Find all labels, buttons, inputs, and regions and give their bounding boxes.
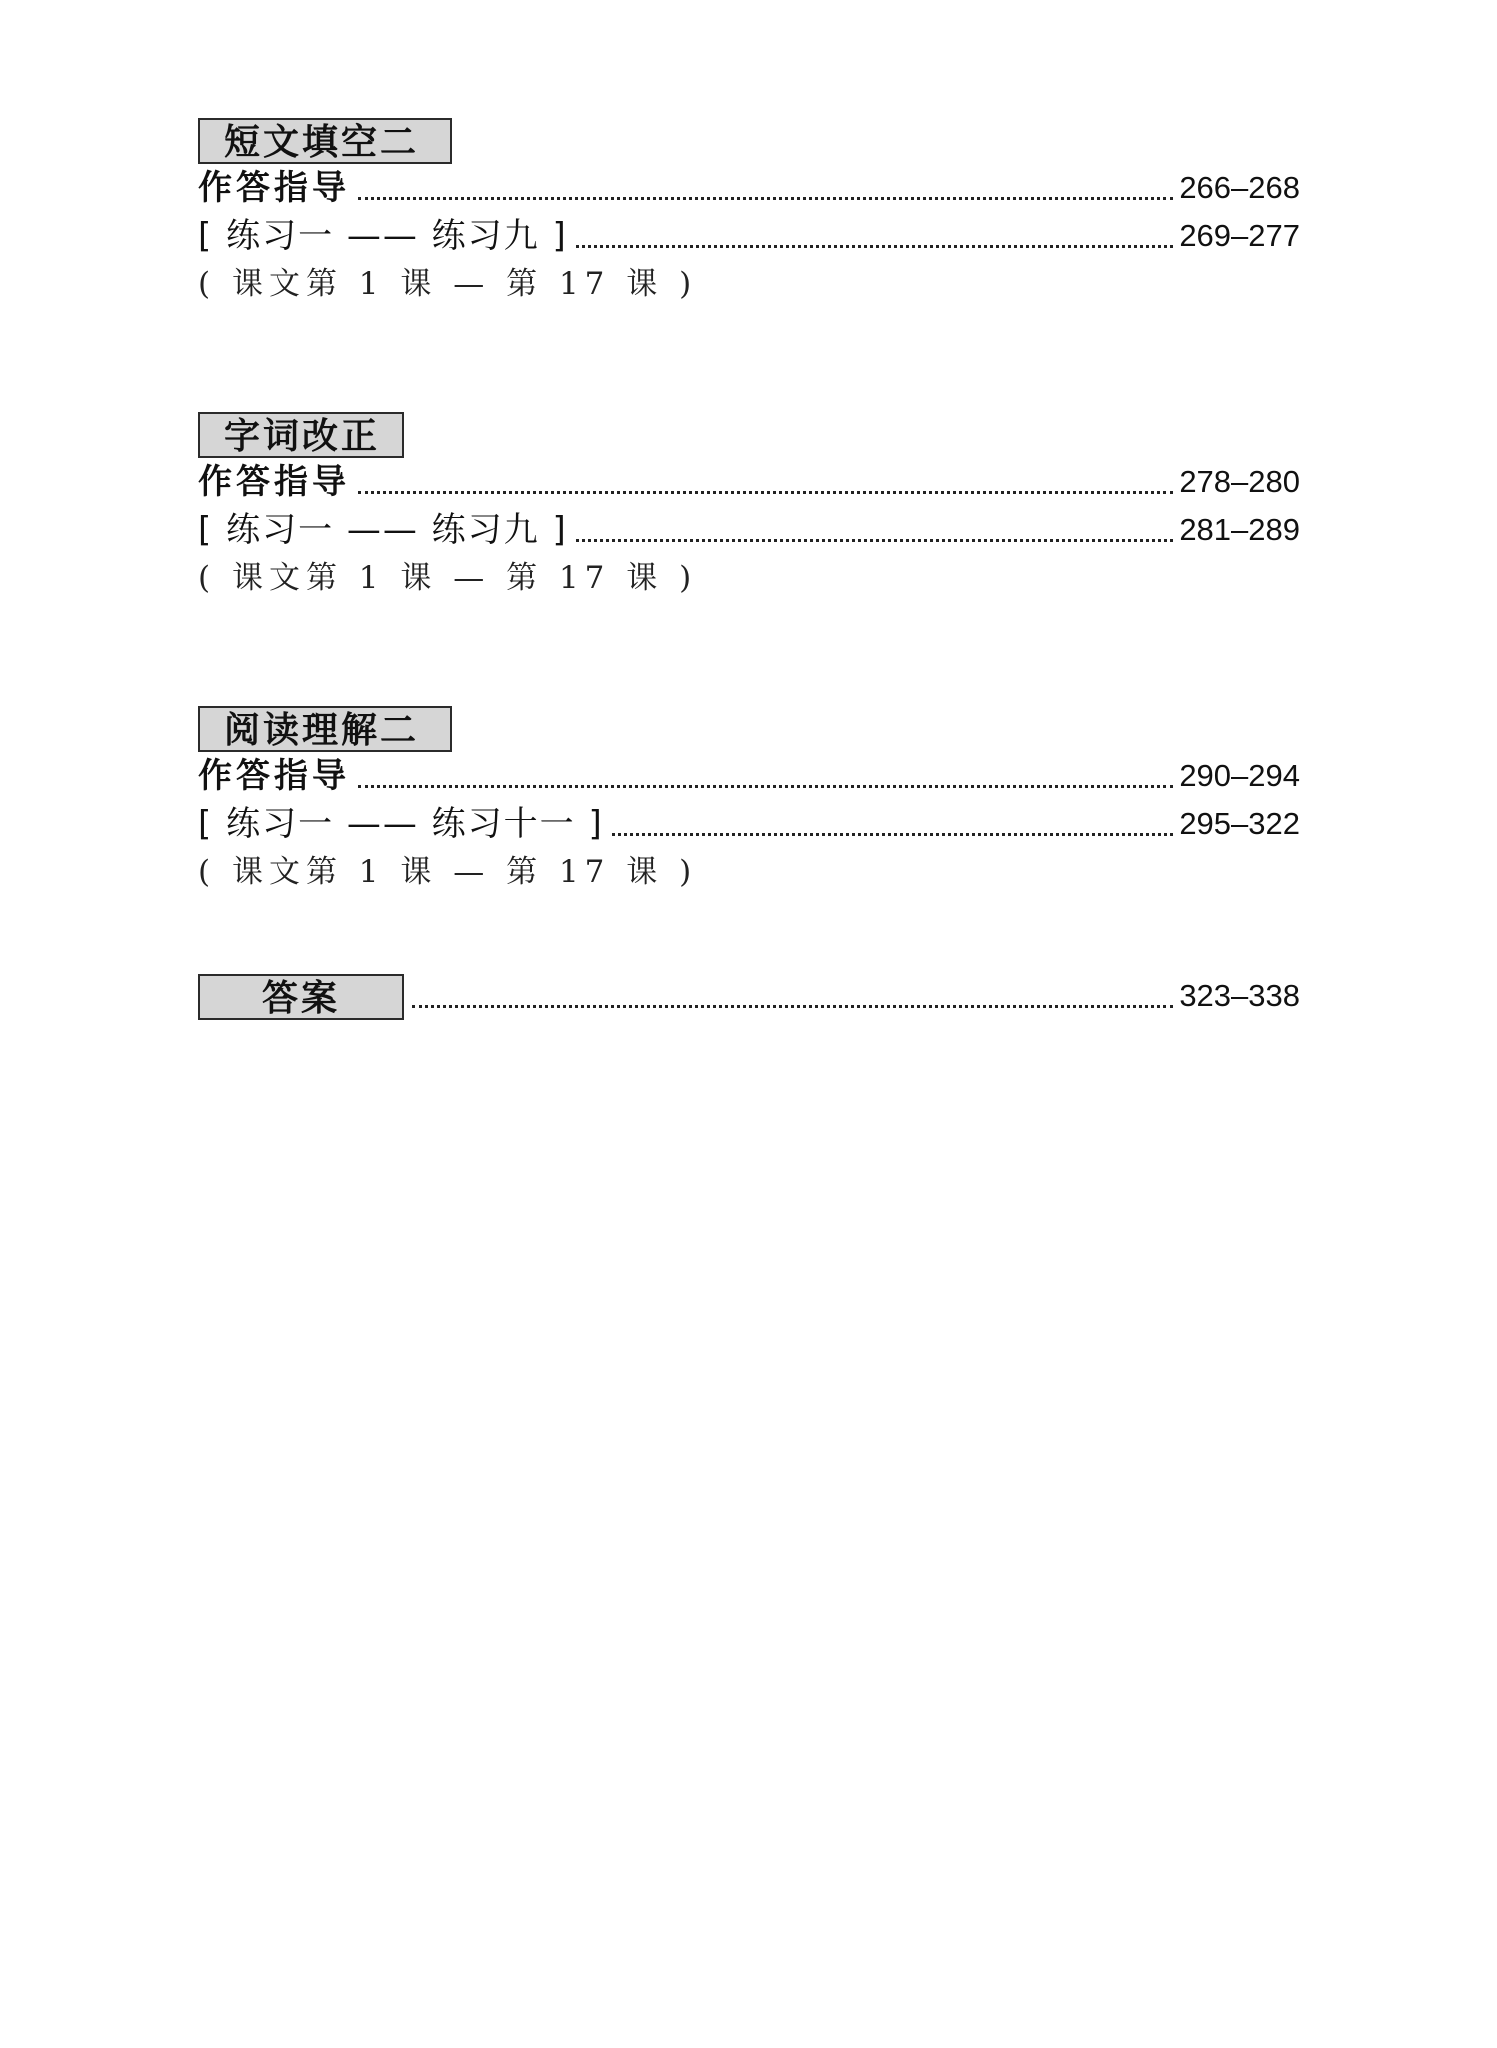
- toc-section-reading-comprehension-2: [198, 706, 1300, 896]
- dot-leader: [576, 245, 1174, 248]
- toc-entry-exercises[interactable]: [198, 506, 1300, 554]
- toc-section-answers: [198, 972, 1300, 1020]
- section-heading: 短文填空二: [198, 118, 452, 164]
- entry-label: 作答指导: [198, 168, 350, 208]
- dot-leader: [358, 785, 1173, 788]
- toc-entry-guide[interactable]: [198, 164, 1300, 212]
- entry-label: [ 练习一 —— 练习十一 ]: [198, 804, 604, 844]
- toc-entry-exercises[interactable]: [198, 800, 1300, 848]
- entry-label: 作答指导: [198, 756, 350, 796]
- dot-leader: [576, 539, 1174, 542]
- page-range: 323–338: [1179, 978, 1300, 1013]
- lesson-range-note: ( 课文第 1 课 — 第 17 课 ): [198, 266, 698, 302]
- toc-section-word-correction: [198, 412, 1300, 602]
- dot-leader: [358, 197, 1173, 200]
- toc-entry-guide[interactable]: [198, 458, 1300, 506]
- entry-label: [ 练习一 —— 练习九 ]: [198, 216, 568, 256]
- page-range: 290–294: [1179, 758, 1300, 793]
- toc-entry-answers[interactable]: [198, 972, 1300, 1020]
- lesson-range-note: ( 课文第 1 课 — 第 17 课 ): [198, 560, 698, 596]
- page-range: 269–277: [1179, 218, 1300, 253]
- section-heading: 字词改正: [198, 412, 404, 458]
- toc-entry-guide[interactable]: [198, 752, 1300, 800]
- section-heading: 阅读理解二: [198, 706, 452, 752]
- toc-section-fill-in-blanks-2: [198, 118, 1300, 308]
- dot-leader: [612, 833, 1174, 836]
- entry-label: [ 练习一 —— 练习九 ]: [198, 510, 568, 550]
- page-range: 295–322: [1179, 806, 1300, 841]
- entry-label: 作答指导: [198, 462, 350, 502]
- section-heading: 答案: [198, 974, 404, 1020]
- lesson-range-note: ( 课文第 1 课 — 第 17 课 ): [198, 854, 698, 890]
- dot-leader: [412, 1005, 1173, 1008]
- dot-leader: [358, 491, 1173, 494]
- toc-entry-exercises[interactable]: [198, 212, 1300, 260]
- page-range: 278–280: [1179, 464, 1300, 499]
- page-range: 266–268: [1179, 170, 1300, 205]
- page-range: 281–289: [1179, 512, 1300, 547]
